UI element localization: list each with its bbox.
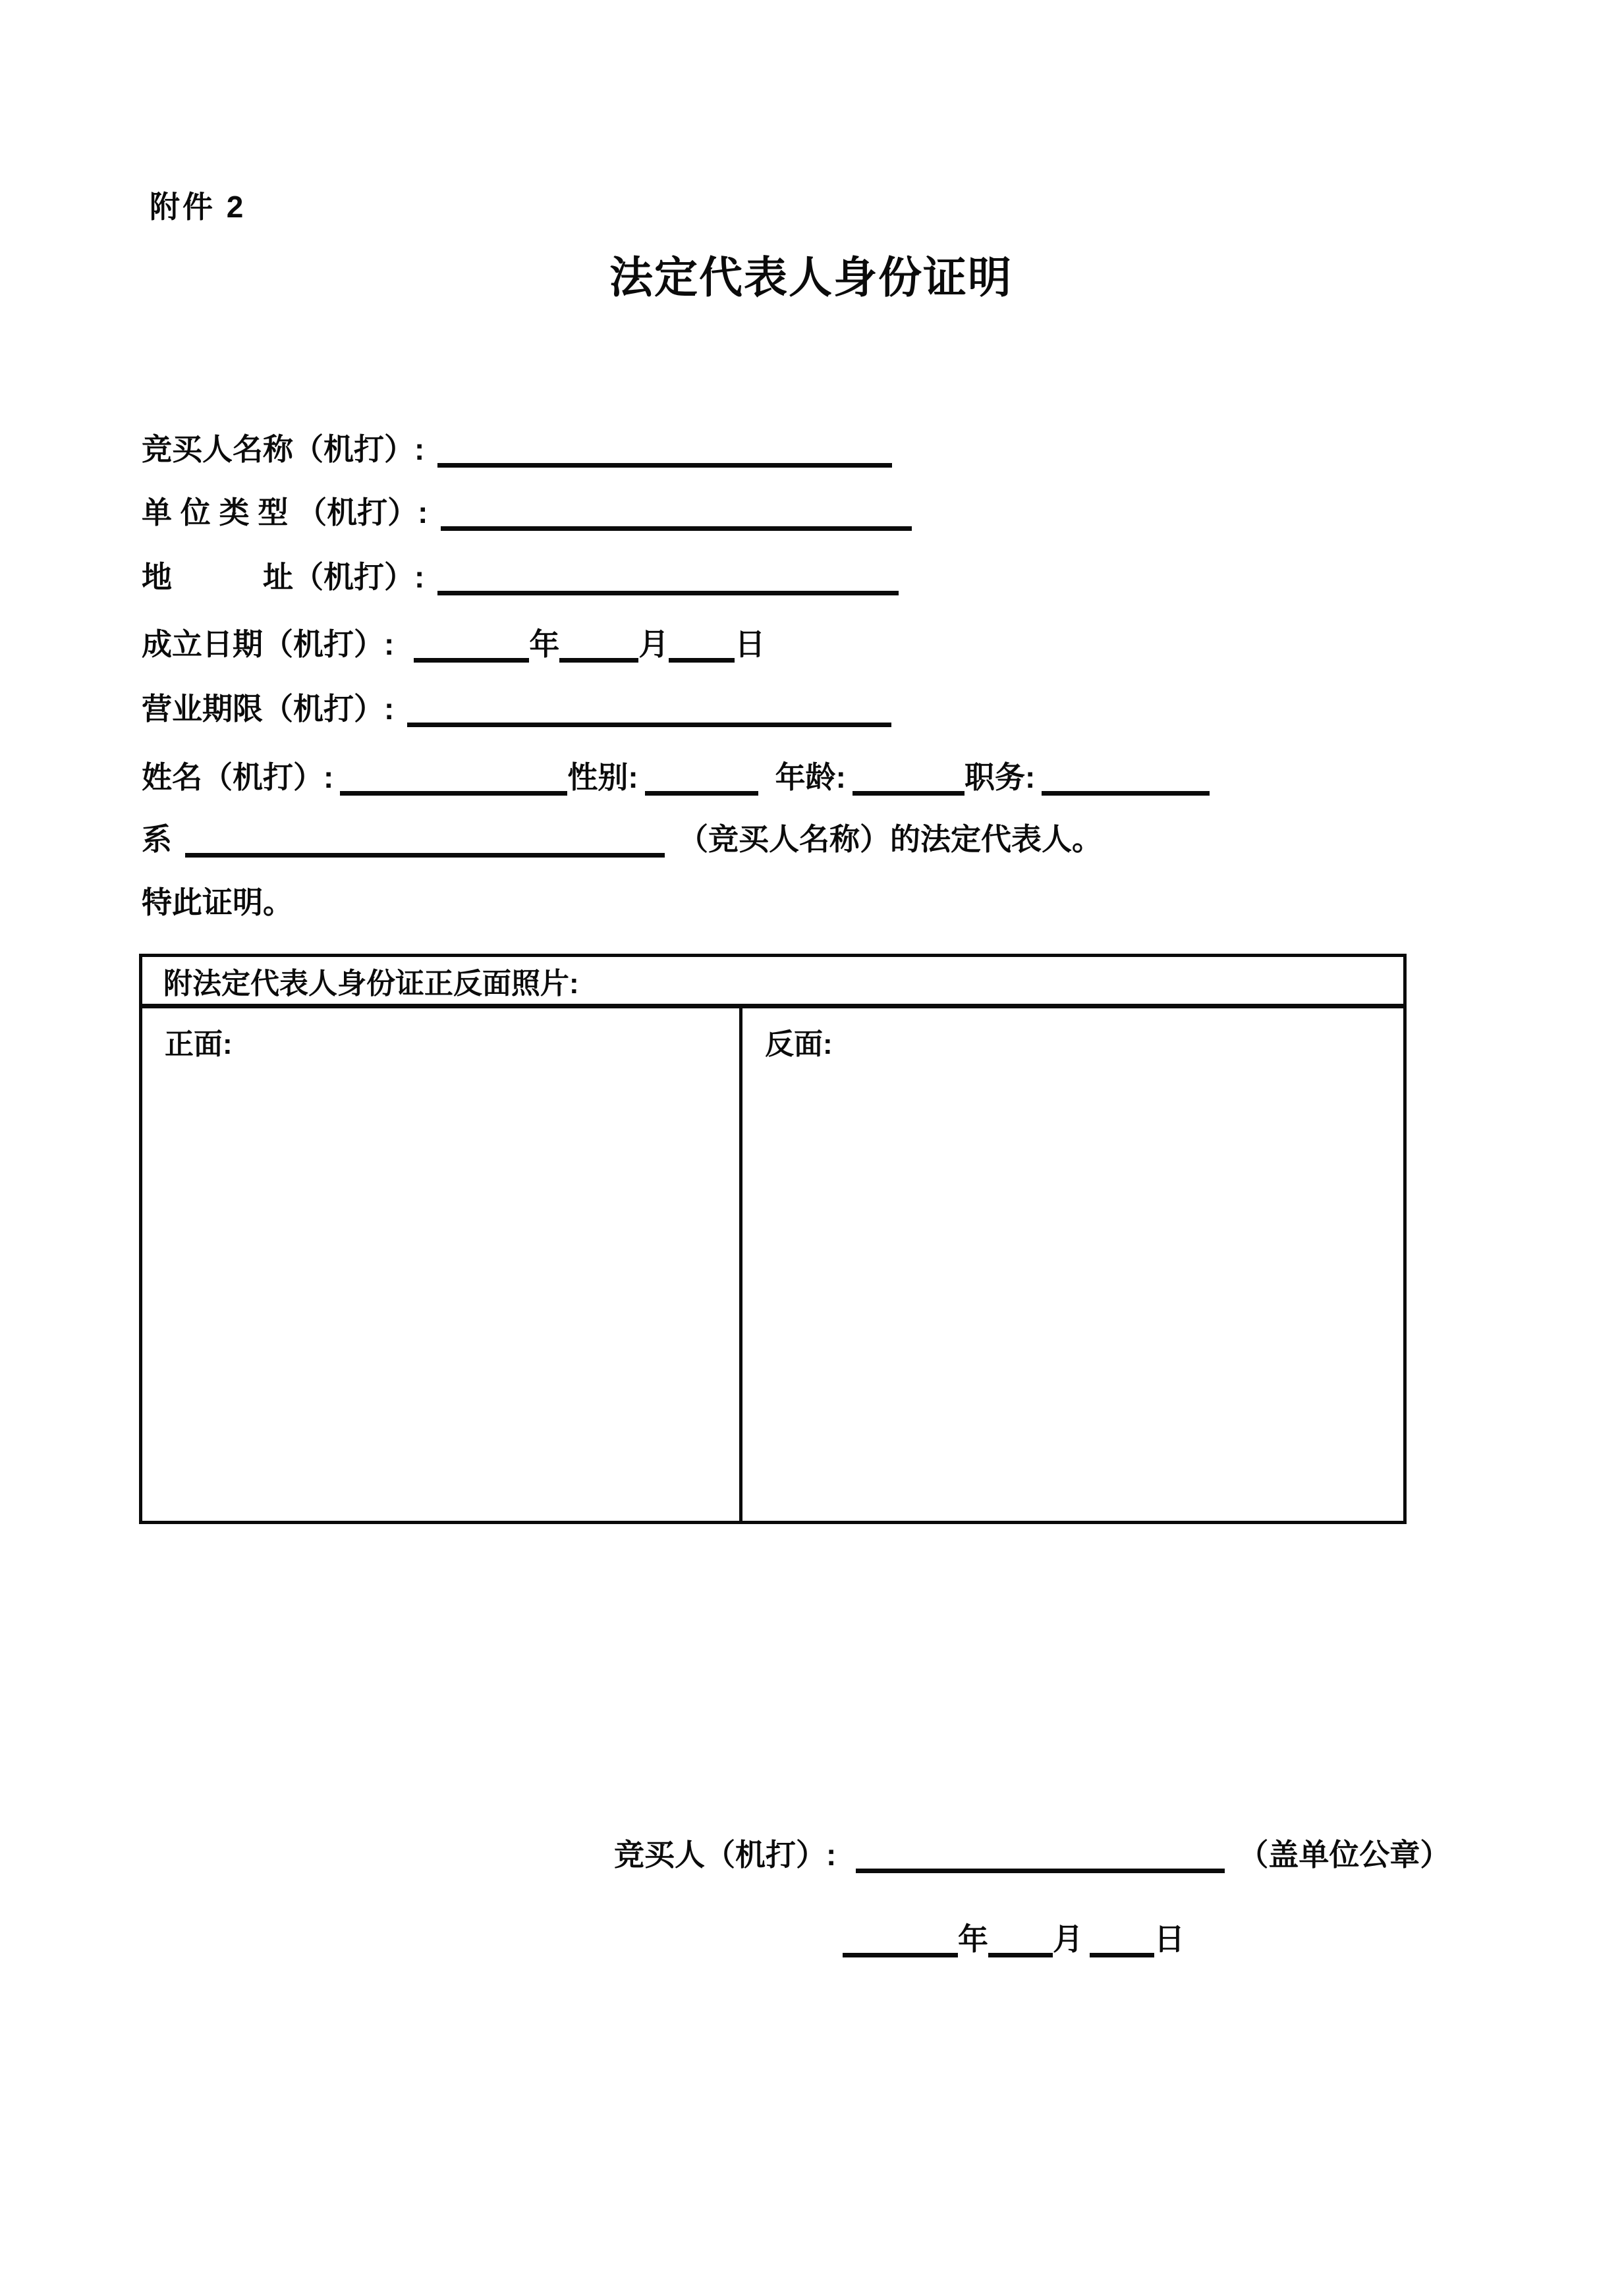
signature-date-row	[843, 1915, 1185, 1959]
bidder-name-blank[interactable]	[437, 460, 892, 468]
back-label: 反面:	[765, 1028, 833, 1060]
signature-bidder-blank[interactable]	[856, 1866, 1225, 1873]
day-suffix: 日	[735, 627, 766, 661]
id-back-photo-area[interactable]	[742, 1008, 1403, 1521]
relation-entity-blank[interactable]	[185, 850, 665, 858]
signature-day-suffix: 日	[1154, 1922, 1185, 1956]
person-info-row	[142, 753, 1210, 797]
seal-note: （盖单位公章）	[1238, 1838, 1451, 1872]
business-term-label: 营业期限（机打）:	[142, 692, 395, 726]
unit-type-blank[interactable]	[441, 524, 912, 531]
name-blank[interactable]	[340, 788, 567, 796]
bidder-name-row	[142, 425, 892, 469]
address-blank[interactable]	[437, 588, 899, 595]
front-label: 正面:	[165, 1028, 233, 1060]
photo-box-cells	[142, 1008, 1403, 1521]
signature-month-blank[interactable]	[988, 1950, 1053, 1957]
gender-label: 性别:	[567, 760, 638, 794]
establish-month-blank[interactable]	[559, 655, 638, 663]
attachment-label: 附件 2	[150, 190, 246, 224]
address-label: 地 址（机打）:	[142, 560, 425, 594]
signature-month-suffix: 月	[1053, 1922, 1083, 1956]
signature-day-blank[interactable]	[1090, 1950, 1154, 1957]
relation-prefix: 系	[142, 822, 172, 856]
address-row	[142, 553, 899, 597]
gender-blank[interactable]	[645, 788, 758, 796]
year-suffix: 年	[529, 627, 560, 661]
unit-type-row	[142, 489, 912, 532]
id-front-photo-area[interactable]	[142, 1008, 742, 1521]
establish-year-blank[interactable]	[414, 655, 529, 663]
photo-box-header: 附法定代表人身份证正反面照片:	[142, 957, 1403, 1008]
page-title: 法定代表人身份证明	[609, 253, 1013, 302]
business-term-row	[142, 685, 891, 728]
hereby-row	[142, 879, 293, 922]
establish-day-blank[interactable]	[669, 655, 735, 663]
month-suffix: 月	[638, 627, 669, 661]
name-label: 姓名（机打）:	[142, 760, 334, 794]
position-label: 职务:	[964, 760, 1036, 794]
business-term-blank[interactable]	[407, 720, 891, 727]
age-label: 年龄:	[775, 760, 846, 794]
relation-suffix: （竞买人名称）的法定代表人。	[678, 822, 1102, 856]
bidder-name-label: 竞买人名称（机打）:	[142, 432, 425, 466]
signature-row	[614, 1831, 1450, 1874]
establish-date-row	[142, 620, 765, 664]
unit-type-label: 单 位 类 型 （机打）:	[142, 495, 428, 530]
establish-date-label: 成立日期（机打）:	[142, 627, 395, 661]
hereby-statement: 特此证明。	[142, 885, 293, 919]
position-blank[interactable]	[1042, 788, 1210, 796]
signature-year-suffix: 年	[958, 1922, 988, 1956]
age-blank[interactable]	[853, 788, 965, 796]
id-photo-box	[139, 954, 1407, 1524]
signature-year-blank[interactable]	[843, 1950, 958, 1957]
relation-row	[142, 815, 1102, 859]
signature-bidder-label: 竞买人（机打）:	[614, 1838, 837, 1872]
